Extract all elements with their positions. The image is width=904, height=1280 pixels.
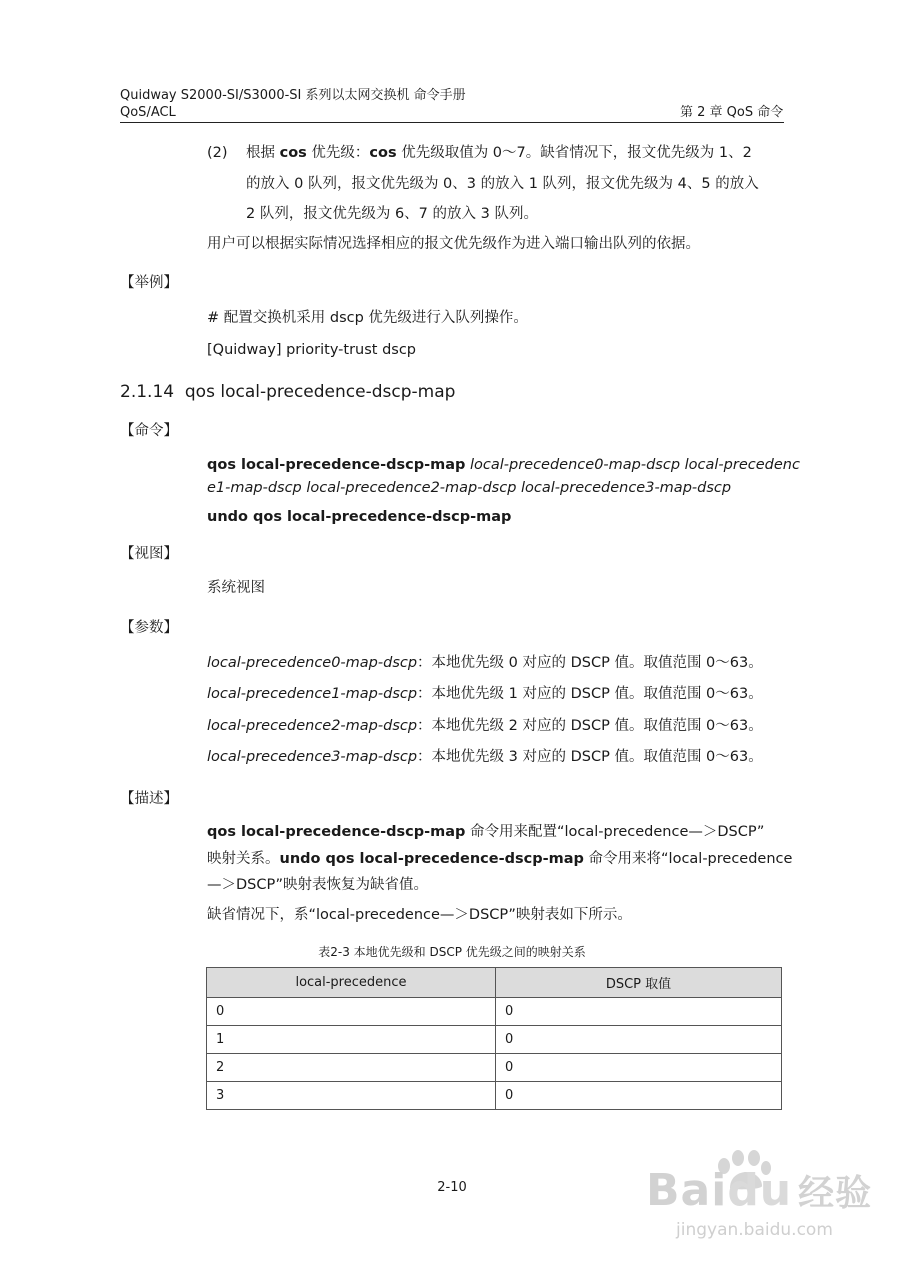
table-cell: 0 <box>496 1026 782 1054</box>
watermark-url: jingyan.baidu.com <box>676 1220 833 1240</box>
desc-label: 【描述】 <box>120 791 178 807</box>
view-label: 【视图】 <box>120 546 178 562</box>
header-section: QoS/ACL <box>120 105 176 120</box>
table-cell: 3 <box>207 1082 496 1110</box>
example-label: 【举例】 <box>120 275 178 291</box>
view-text: 系统视图 <box>207 580 265 596</box>
cos-item-line1: 根据 cos 优先级：cos 优先级取值为 0～7。缺省情况下，报文优先级为 1、2 <box>246 145 752 161</box>
header-rule <box>120 122 784 123</box>
desc-line1: qos local-precedence-dscp-map 命令用来配置“local-precedence—＞DSCP” <box>207 824 765 840</box>
cos-item-line2: 的放入 0 队列，报文优先级为 0、3 的放入 1 队列，报文优先级为 4、5 的放入 <box>246 176 759 192</box>
table-header-row <box>207 968 782 998</box>
watermark-brand: Baidu 经验 <box>646 1165 873 1216</box>
table-cell: 2 <box>207 1054 496 1082</box>
table-row <box>207 1026 782 1054</box>
table-row <box>207 998 782 1026</box>
param-item: local-precedence1-map-dscp：本地优先级 1 对应的 DSCP 值。取值范围 0～63。 <box>207 686 763 702</box>
command-syntax-line2: e1-map-dscp local-precedence2-map-dscp local-precedence3-map-dscp <box>207 480 732 496</box>
desc-line2: 映射关系。undo qos local-precedence-dscp-map 命令用来将“local-precedence <box>207 851 793 867</box>
table-header-cell: DSCP 取值 <box>496 968 782 998</box>
param-item: local-precedence3-map-dscp：本地优先级 3 对应的 DSCP 值。取值范围 0～63。 <box>207 749 763 765</box>
command-syntax-line1: qos local-precedence-dscp-map local-precedence0-map-dscp local-precedenc <box>207 457 800 473</box>
table-cell: 0 <box>496 998 782 1026</box>
desc-line3: —＞DSCP”映射表恢复为缺省值。 <box>207 877 429 893</box>
table-cell: 1 <box>207 1026 496 1054</box>
section-number: 2.1.14 <box>120 382 175 402</box>
command-undo: undo qos local-precedence-dscp-map <box>207 509 512 525</box>
table-cell: 0 <box>496 1054 782 1082</box>
table-row <box>207 1054 782 1082</box>
header-title: Quidway S2000-SI/S3000-SI 系列以太网交换机 命令手册 <box>120 88 466 103</box>
command-label: 【命令】 <box>120 423 178 439</box>
table-cell: 0 <box>207 998 496 1026</box>
desc-default: 缺省情况下，系“local-precedence—＞DSCP”映射表如下所示。 <box>207 907 632 923</box>
param-item: local-precedence0-map-dscp：本地优先级 0 对应的 DSCP 值。取值范围 0～63。 <box>207 655 763 671</box>
example-comment: # 配置交换机采用 dscp 优先级进行入队列操作。 <box>207 310 528 326</box>
header-chapter: 第 2 章 QoS 命令 <box>680 105 784 120</box>
cos-item-line3: 2 队列，报文优先级为 6、7 的放入 3 队列。 <box>246 206 538 222</box>
table-cell: 0 <box>496 1082 782 1110</box>
user-note: 用户可以根据实际情况选择相应的报文优先级作为进入端口输出队列的依据。 <box>207 236 700 252</box>
example-command: [Quidway] priority-trust dscp <box>207 342 417 358</box>
param-item: local-precedence2-map-dscp：本地优先级 2 对应的 DSCP 值。取值范围 0～63。 <box>207 718 763 734</box>
page-number: 2-10 <box>437 1180 467 1195</box>
table-header-cell: local-precedence <box>207 968 496 998</box>
section-heading <box>120 381 455 403</box>
table-caption: 表2-3 本地优先级和 DSCP 优先级之间的映射关系 <box>318 945 586 959</box>
section-title: qos local-precedence-dscp-map <box>184 382 456 402</box>
cos-item-number: (2) <box>207 145 228 161</box>
params-label: 【参数】 <box>120 620 178 636</box>
table-row <box>207 1082 782 1110</box>
mapping-table <box>206 967 782 1110</box>
